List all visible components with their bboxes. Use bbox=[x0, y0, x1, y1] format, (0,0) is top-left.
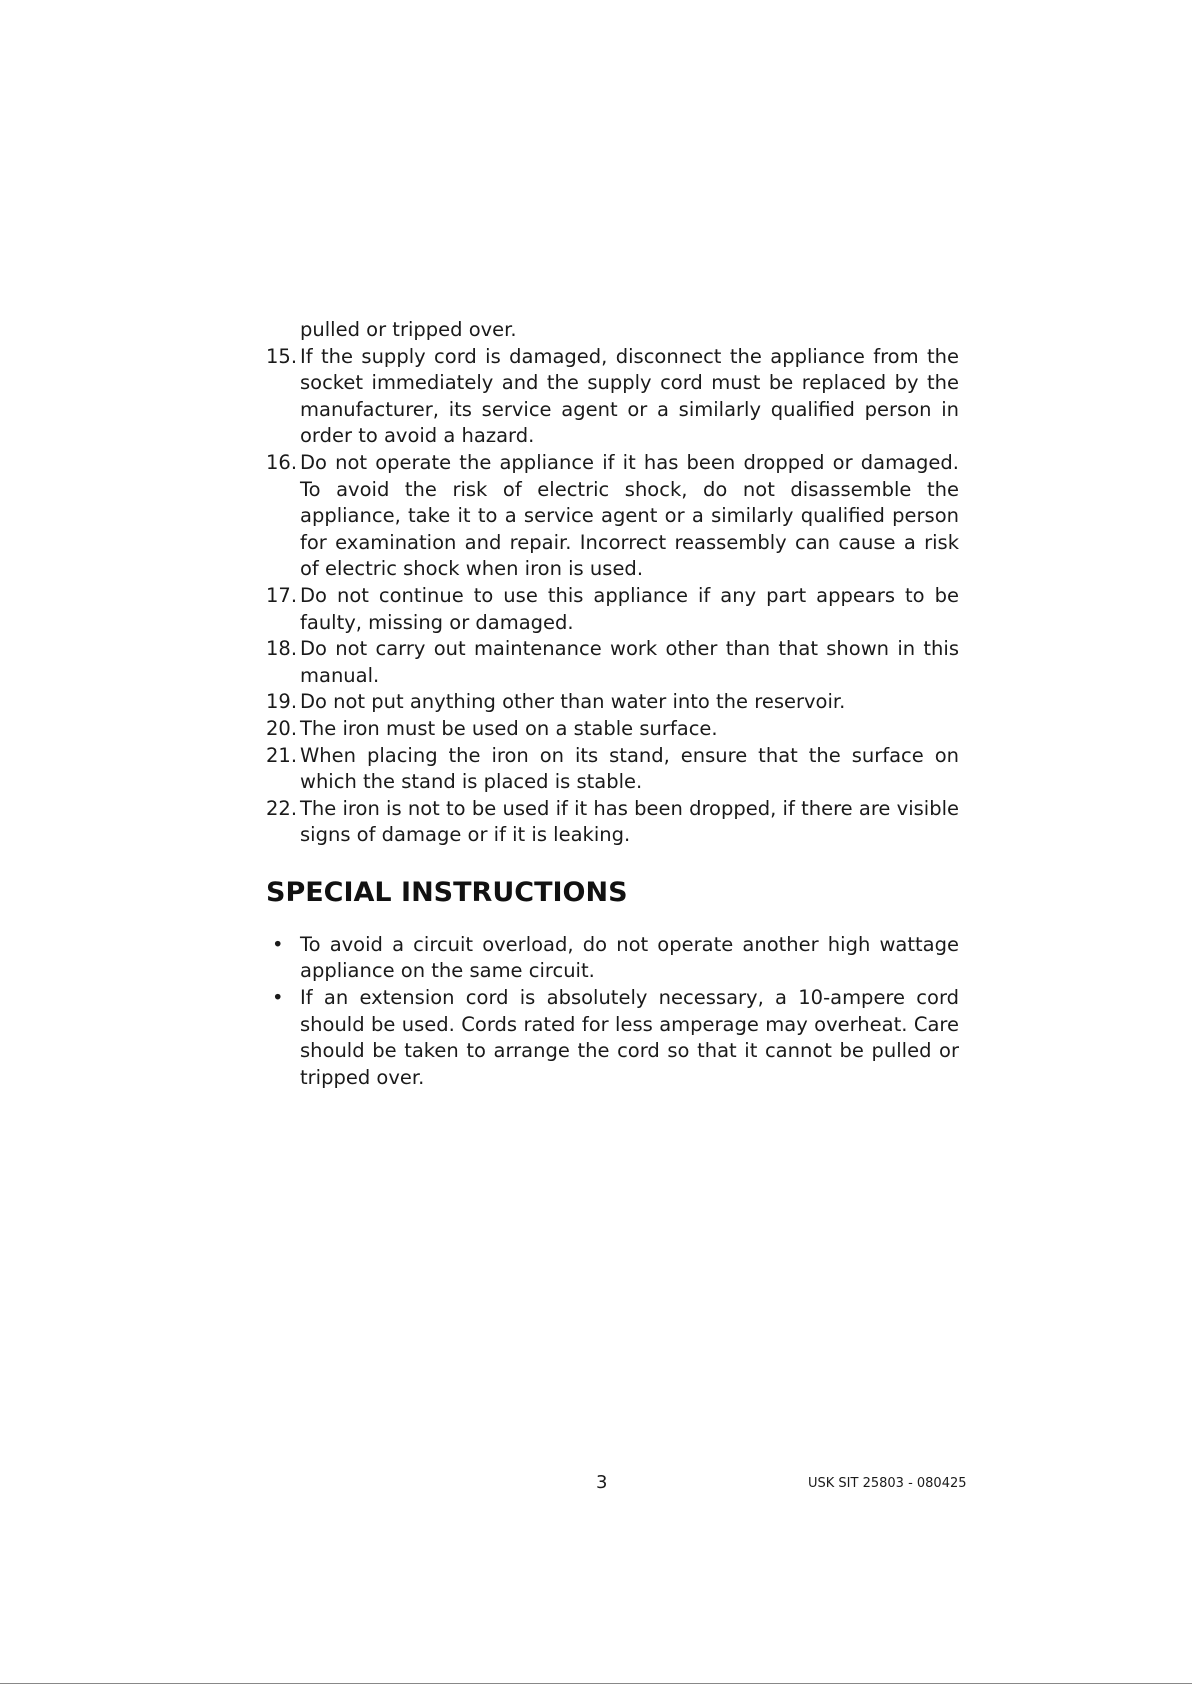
list-item bbox=[266, 344, 959, 450]
bullet-icon: • bbox=[272, 932, 284, 956]
bullet-text: If an extension cord is absolutely necessary, a 10-ampere cord should be used. Cords rated for less amperage may overheat. Care should be taken to arrange the cord so that it cannot be pulled or tripped over. bbox=[300, 986, 959, 1089]
safety-instructions-list bbox=[266, 344, 959, 849]
item-number: 17. bbox=[266, 583, 298, 607]
item-number: 15. bbox=[266, 344, 298, 368]
item-text: If the supply cord is damaged, disconnect the appliance from the socket immediately and the supply cord must be replaced by the manufacturer, its service agent or a similarly qualified person in order to avoid a hazard. bbox=[300, 344, 959, 448]
item-text: Do not operate the appliance if it has been dropped or damaged. To avoid the risk of electric shock, do not disassemble the appliance, take it to a service agent or a similarly qualified person for examination and repair. Incorrect reassembly can cause a risk of electric shock when iron is used. bbox=[300, 450, 959, 581]
item-text: Do not continue to use this appliance if any part appears to be faulty, missing or damaged. bbox=[300, 583, 959, 634]
item-number: 16. bbox=[266, 450, 298, 474]
item-number: 22. bbox=[266, 796, 298, 820]
list-item bbox=[266, 743, 959, 796]
item-text: Do not put anything other than water into the reservoir. bbox=[300, 690, 846, 714]
list-item bbox=[266, 689, 959, 716]
item-text: The iron is not to be used if it has been dropped, if there are visible signs of damage or if it is leaking. bbox=[300, 796, 959, 847]
list-item bbox=[266, 636, 959, 689]
list-item bbox=[266, 583, 959, 636]
list-item bbox=[266, 450, 959, 583]
item-text: The iron must be used on a stable surface. bbox=[300, 716, 718, 740]
item-number: 19. bbox=[266, 690, 298, 714]
bottom-divider bbox=[0, 1683, 1192, 1684]
bullet-text: To avoid a circuit overload, do not operate another high wattage appliance on the same circuit. bbox=[300, 932, 959, 983]
special-instructions-list bbox=[266, 932, 959, 1092]
list-item bbox=[266, 796, 959, 849]
item-text: When placing the iron on its stand, ensure that the surface on which the stand is placed is stable. bbox=[300, 743, 959, 794]
item-number: 20. bbox=[266, 716, 298, 740]
list-item bbox=[266, 716, 959, 743]
document-code: USK SIT 25803 - 080425 bbox=[808, 1476, 967, 1491]
bullet-item bbox=[266, 985, 959, 1091]
manual-page-content bbox=[266, 317, 959, 1091]
item-number: 21. bbox=[266, 743, 298, 767]
item-text: Do not carry out maintenance work other than that shown in this manual. bbox=[300, 637, 959, 687]
bullet-icon: • bbox=[272, 986, 284, 1010]
item-number: 18. bbox=[266, 637, 298, 661]
section-heading: SPECIAL INSTRUCTIONS bbox=[266, 876, 628, 908]
continued-item-text: pulled or tripped over. bbox=[300, 318, 517, 341]
bullet-item bbox=[266, 932, 959, 985]
page-number: 3 bbox=[596, 1472, 608, 1493]
